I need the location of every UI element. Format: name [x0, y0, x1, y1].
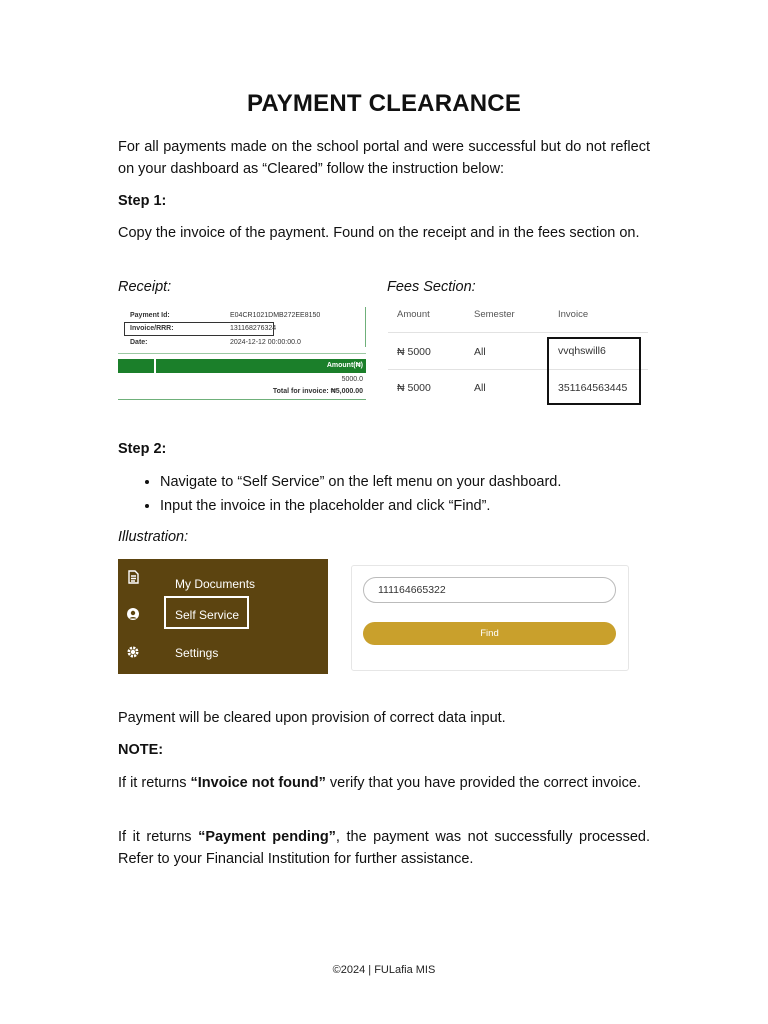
- clearance-statement: Payment will be cleared upon provision of correct data input.: [118, 710, 506, 726]
- receipt-bar-separator: [154, 359, 156, 373]
- fees-row1-invoice: vvqhswill6: [558, 345, 606, 357]
- fees-header-divider: [388, 332, 648, 333]
- note-paragraph-payment-pending: [118, 826, 650, 870]
- date-label: Date:: [130, 339, 148, 346]
- receipt-divider: [118, 353, 366, 354]
- illustration-label: Illustration:: [118, 529, 189, 545]
- footer-copyright: ©2024 | FULafia MIS: [332, 964, 436, 976]
- self-service-highlight-box: [164, 596, 249, 629]
- amount-header: Amount(₦): [326, 362, 363, 369]
- date-value: 2024-12-12 00:00:00.0: [230, 339, 301, 346]
- note-emphasis: “Payment pending”: [198, 829, 336, 845]
- step2-bullet: • Input the invoice in the placeholder and click “Find”.: [160, 494, 700, 518]
- receipt-bottom-line: [118, 399, 366, 400]
- fees-row1-amount: ₦ 5000: [397, 346, 431, 358]
- note-emphasis: “Invoice not found”: [190, 775, 326, 791]
- gear-icon: [126, 645, 140, 659]
- fees-header-invoice: Invoice: [558, 309, 589, 320]
- fees-table: [388, 306, 648, 406]
- sidebar-item-my-documents[interactable]: [118, 565, 328, 595]
- sidebar-menu: [118, 559, 328, 674]
- payment-id-value: E04CR1021DMB272EE8150: [230, 312, 321, 319]
- self-service-icon: [126, 607, 140, 621]
- receipt-row-date: [130, 339, 360, 350]
- step2-heading: Step 2:: [118, 441, 167, 457]
- note-heading: NOTE:: [118, 742, 164, 758]
- note-text: If it returns: [118, 775, 191, 791]
- sidebar-item-label: Self Service: [175, 608, 240, 622]
- page-title: PAYMENT CLEARANCE: [246, 90, 522, 117]
- sidebar-item-self-service[interactable]: [118, 600, 328, 630]
- invoice-value: 131168276324: [230, 325, 277, 332]
- step1-heading: Step 1:: [118, 193, 167, 209]
- receipt-amount: 5000.0: [341, 376, 363, 383]
- note-text: If it returns: [118, 829, 199, 845]
- intro-paragraph: For all payments made on the school portal and were successful but do not reflect on your dashboard as “Cleared” follow the instruction below:: [118, 139, 650, 177]
- fees-row2-invoice: 351164563445: [558, 382, 628, 394]
- note-text: verify that you have provided the correct invoice.: [325, 775, 641, 791]
- document-icon: [126, 570, 140, 584]
- sidebar-item-label: Settings: [175, 646, 219, 660]
- fees-row2-semester: All: [474, 382, 486, 394]
- receipt-row-invoice: [130, 325, 360, 336]
- fees-row2-amount: ₦ 5000: [397, 382, 431, 394]
- invoice-label: Invoice/RRR:: [130, 325, 174, 332]
- receipt-image: [118, 307, 366, 401]
- payment-id-label: Payment Id:: [130, 312, 170, 319]
- receipt-total: Total for invoice: ₦5,000.00: [272, 388, 363, 395]
- fees-row1-semester: All: [474, 346, 486, 358]
- fees-header-semester: Semester: [474, 309, 515, 320]
- receipt-label: Receipt:: [118, 279, 172, 295]
- note-paragraph-invoice-not-found: [118, 772, 650, 794]
- sidebar-item-label: My Documents: [175, 577, 256, 591]
- receipt-amount-header-bar: [118, 359, 366, 373]
- sidebar-item-settings[interactable]: [118, 638, 328, 668]
- invoice-search-card: [351, 565, 629, 671]
- receipt-frame-edge: [365, 307, 366, 347]
- step2-bullet-list: [118, 470, 700, 518]
- invoice-column-highlight: [547, 337, 641, 405]
- fees-section-label: Fees Section:: [387, 279, 476, 295]
- note-text: , the payment was not successfully processed. Refer to your Financial Institution for further assistance.: [118, 829, 650, 867]
- invoice-search-input[interactable]: 111164665322: [363, 577, 616, 603]
- find-button[interactable]: Find: [363, 622, 616, 645]
- fees-header-amount: Amount: [397, 309, 430, 320]
- step2-bullet: • Navigate to “Self Service” on the left menu on your dashboard.: [160, 470, 700, 494]
- step1-text: Copy the invoice of the payment. Found on the receipt and in the fees section on.: [118, 225, 640, 241]
